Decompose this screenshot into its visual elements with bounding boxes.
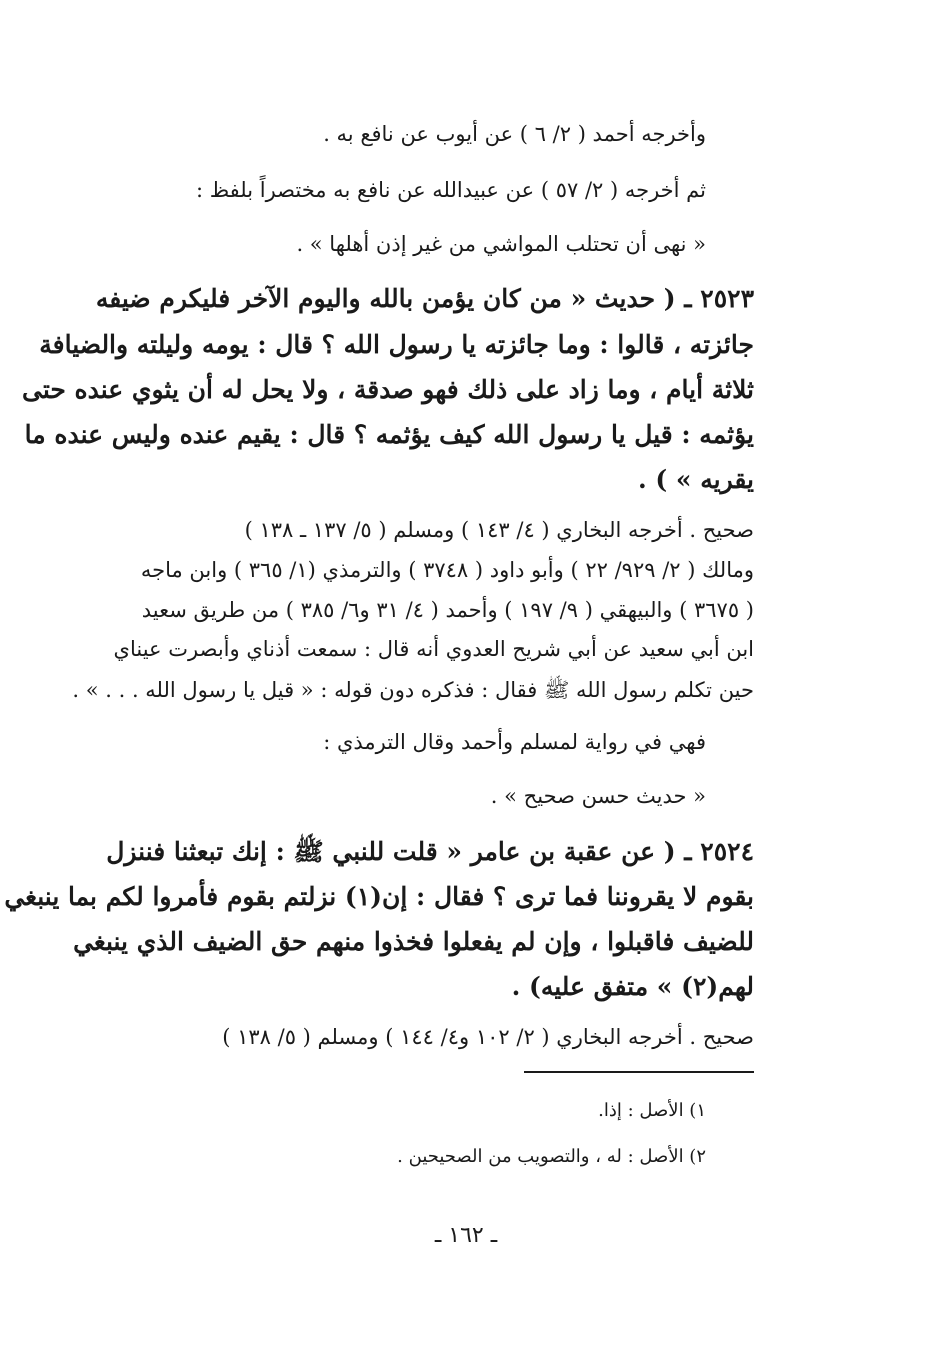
text-line: ثم أخرجه ( ٢/ ٥٧ ) عن عبيدالله عن نافع به مختصراً بلفظ : <box>195 178 706 202</box>
footnote: ٢) الأصل : له ، والتصويب من الصحيحين . <box>397 1146 706 1167</box>
takhrij-line: صحيح . أخرجه البخاري ( ٢/ ١٠٢ و٤/ ١٤٤ ) ومسلم ( ٥/ ١٣٨ ) <box>222 1025 754 1049</box>
text-line: « حديث حسن صحيح » . <box>490 784 706 808</box>
hadith-line: يقريه » ) . <box>637 465 754 494</box>
text-line: فهي في رواية لمسلم وأحمد وقال الترمذي : <box>323 730 706 754</box>
hadith-line: ٢٥٢٣ ـ ( حديث « من كان يؤمن بالله واليوم الآخر فليكرم ضيفه <box>95 284 754 313</box>
footnote-separator <box>524 1071 754 1073</box>
hadith-line: للضيف فاقبلوا ، وإن لم يفعلوا فخذوا منهم حق الضيف الذي ينبغي <box>73 927 754 956</box>
hadith-line: يؤثمه : قيل يا رسول الله كيف يؤثمه ؟ قال : يقيم عنده وليس عنده ما <box>24 420 754 449</box>
hadith-line: لهم(٢) » متفق عليه) . <box>511 972 754 1001</box>
text-line: « نهى أن تحتلب المواشي من غير إذن أهلها » . <box>296 232 706 256</box>
takhrij-line: ومالك ( ٢/ ٩٢٩/ ٢٢ ) وأبو داود ( ٣٧٤٨ ) والترمذي (١/ ٣٦٥ ) وابن ماجه <box>140 558 754 582</box>
takhrij-line: ابن أبي سعيد عن أبي شريح العدوي أنه قال : سمعت أذناي وأبصرت عيناي <box>113 637 754 661</box>
takhrij-line: ( ٣٦٧٥ ) والبيهقي ( ٩/ ١٩٧ ) وأحمد ( ٤/ ٣١ و٦/ ٣٨٥ ) من طريق سعيد <box>141 598 754 622</box>
hadith-line: جائزته ، قالوا : وما جائزته يا رسول الله ؟ قال : يومه وليلته والضيافة <box>39 330 754 359</box>
text-line: وأخرجه أحمد ( ٢/ ٦ ) عن أيوب عن نافع به . <box>323 122 706 146</box>
hadith-line: ٢٥٢٤ ـ ( عن عقبة بن عامر « قلت للنبي ﷺ : إنك تبعثنا فننزل <box>106 837 754 866</box>
page-number: ـ ١٦٢ ـ <box>434 1223 498 1248</box>
footnote: ١) الأصل : إذا. <box>598 1100 706 1121</box>
hadith-line: بقوم لا يقروننا فما ترى ؟ فقال : إن(١) نزلتم بقوم فأمروا لكم بما ينبغي <box>4 882 754 911</box>
takhrij-line: صحيح . أخرجه البخاري ( ٤/ ١٤٣ ) ومسلم ( ٥/ ١٣٧ ـ ١٣٨ ) <box>244 518 754 542</box>
hadith-line: ثلاثة أيام ، وما زاد على ذلك فهو صدقة ، ولا يحل له أن يثوي عنده حتى <box>22 375 754 404</box>
takhrij-line: حين تكلم رسول الله ﷺ فقال : فذكره دون قوله : « قيل يا رسول الله . . . » . <box>72 678 754 702</box>
